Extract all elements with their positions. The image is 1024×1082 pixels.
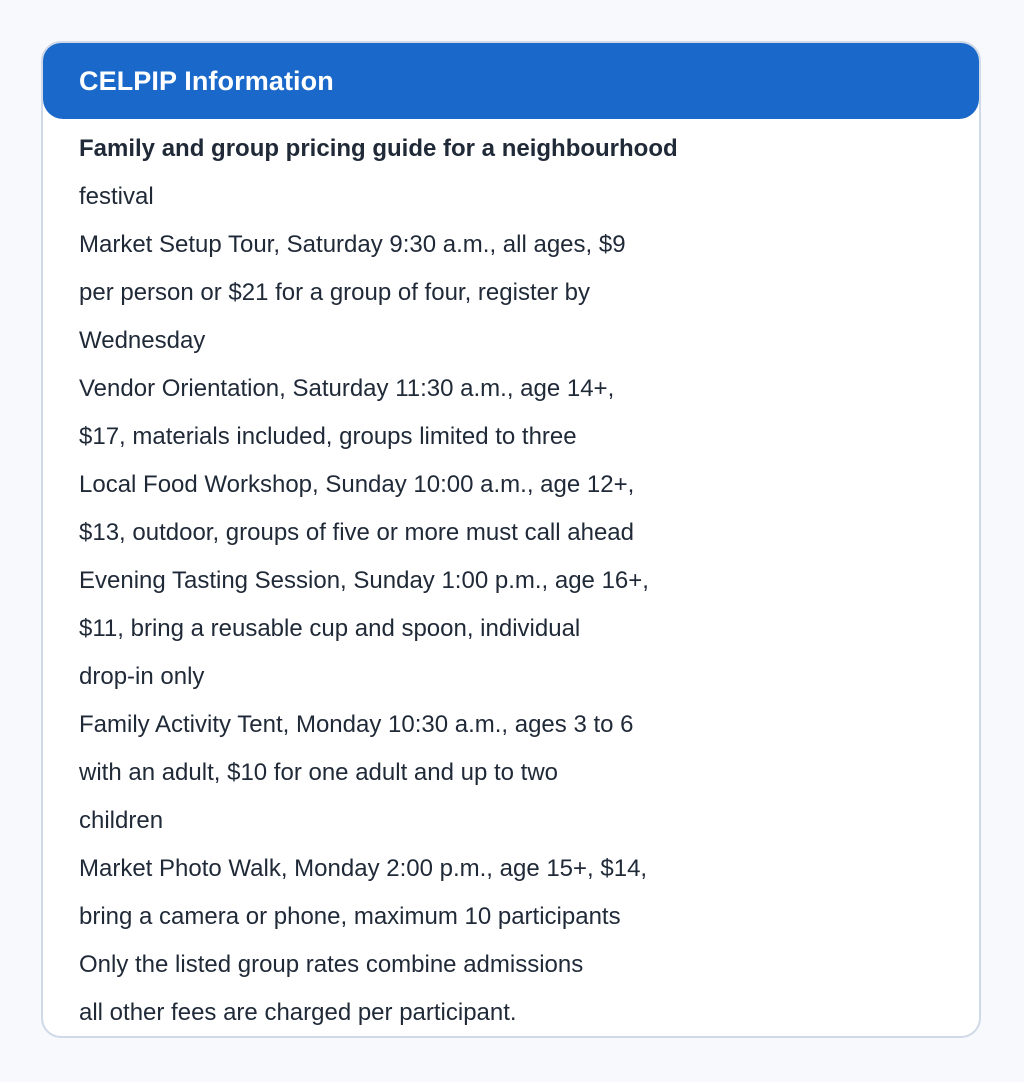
- card-title: CELPIP Information: [79, 65, 334, 96]
- text-line: Only the listed group rates combine admissions: [79, 951, 584, 978]
- text-line: bring a camera or phone, maximum 10 participants: [79, 903, 621, 930]
- text-line: with an adult, $10 for one adult and up to two: [79, 759, 559, 786]
- text-line: $11, bring a reusable cup and spoon, individual: [79, 615, 581, 642]
- guide-heading-line-2: festival: [79, 183, 154, 210]
- card-body: [43, 119, 979, 1037]
- guide-heading-line-1: Family and group pricing guide for a neighbourhood: [79, 135, 678, 162]
- text-line: Market Photo Walk, Monday 2:00 p.m., age 15+, $14,: [79, 855, 648, 882]
- text-line: Local Food Workshop, Sunday 10:00 a.m., age 12+,: [79, 471, 635, 498]
- text-line: all other fees are charged per participant.: [79, 999, 517, 1026]
- text-line: Market Setup Tour, Saturday 9:30 a.m., all ages, $9: [79, 231, 626, 258]
- text-line: Wednesday: [79, 327, 206, 354]
- text-line: drop-in only: [79, 663, 205, 690]
- text-line: Vendor Orientation, Saturday 11:30 a.m., age 14+,: [79, 375, 615, 402]
- text-line: per person or $21 for a group of four, register by: [79, 279, 590, 306]
- text-line: Family Activity Tent, Monday 10:30 a.m., ages 3 to 6: [79, 711, 634, 738]
- text-line: children: [79, 807, 164, 834]
- text-line: Evening Tasting Session, Sunday 1:00 p.m., age 16+,: [79, 567, 649, 594]
- text-line: $17, materials included, groups limited to three: [79, 423, 577, 450]
- text-line: $13, outdoor, groups of five or more must call ahead: [79, 519, 634, 546]
- card-header: [43, 43, 979, 119]
- info-card: [41, 41, 981, 1038]
